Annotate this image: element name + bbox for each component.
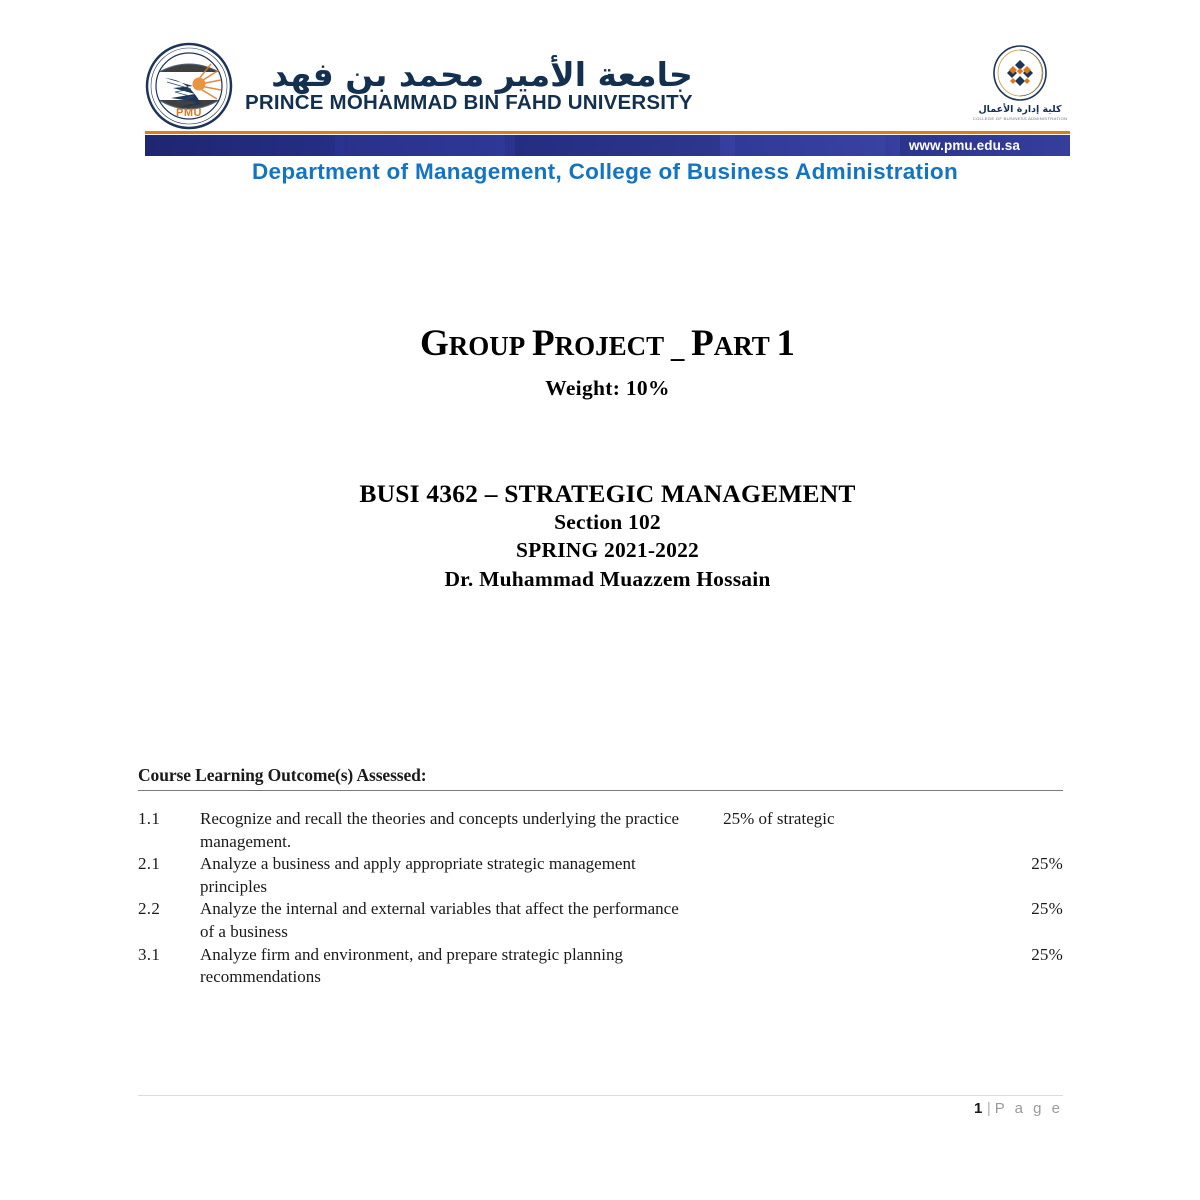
clo-description [200, 853, 1001, 898]
footer-page-number: 1 [973, 1100, 983, 1117]
college-name-arabic: كلية إدارة الأعمال [978, 104, 1062, 115]
university-name-arabic: جامعة الأمير محمد بن فهد [271, 55, 693, 95]
assignment-weight: Weight: 10% [545, 376, 670, 400]
university-logo-block [145, 42, 693, 130]
svg-text:PMU: PMU [176, 107, 202, 119]
clo-weight: 25% [1031, 899, 1063, 919]
clo-row [138, 898, 1063, 943]
course-term: SPRING 2021-2022 [516, 538, 699, 563]
letterhead [145, 42, 1070, 137]
clo-description-line2: recommendations [200, 967, 321, 987]
footer-page-label: P a g e [994, 1100, 1063, 1117]
banner-polygon [720, 135, 900, 156]
clo-description-line1: Recognize and recall the theories and concepts underlying the practice [200, 809, 680, 828]
banner-polygon [335, 135, 515, 156]
course-section: Section 102 [554, 510, 661, 535]
college-logo-block [970, 44, 1070, 132]
clo-description-line2: management. [200, 831, 292, 851]
course-code-and-name: BUSI 4362 – STRATEGIC MANAGEMENT [359, 479, 856, 508]
title-part-number: 1 [776, 323, 796, 364]
page-footer [138, 1100, 1063, 1117]
university-name-english: PRINCE MOHAMMAD BIN FAHD UNIVERSITY [245, 91, 693, 115]
banner-polygon [505, 135, 735, 156]
clo-section-title: Course Learning Outcome(s) Assessed: [138, 765, 427, 785]
clo-description [200, 808, 1001, 853]
clo-inline-weight: 25% of strategic [723, 809, 835, 828]
clo-row [138, 808, 1063, 853]
department-heading: Department of Management, College of Business Administration [251, 159, 958, 184]
title-separator: _ [670, 333, 685, 363]
title-word3-rest: ART [713, 331, 770, 361]
pmu-seal-icon [145, 42, 233, 130]
clo-description [200, 944, 1001, 989]
title-word2-capital: P [531, 323, 555, 364]
banner-polygon [145, 135, 345, 156]
website-url: www.pmu.edu.sa [908, 138, 1020, 153]
header-gold-rule [145, 131, 1070, 134]
clo-description-line2: of a business [200, 922, 288, 942]
header-navy-banner [145, 135, 1070, 156]
clo-description-line1: Analyze a business and apply appropriate strategic management [200, 854, 636, 874]
clo-row [138, 944, 1063, 989]
clo-weight: 25% [1031, 854, 1063, 874]
clo-code: 1.1 [138, 809, 161, 828]
course-info-block [145, 480, 1070, 593]
title-block [145, 325, 1070, 401]
clo-row [138, 853, 1063, 898]
footer-divider [138, 1095, 1063, 1096]
title-word1-capital: G [419, 323, 449, 364]
title-word3-capital: P [691, 323, 714, 364]
clo-section [138, 765, 1063, 989]
clo-code: 3.1 [138, 944, 161, 964]
clo-description [200, 898, 1001, 943]
title-word2-rest: ROJECT [554, 331, 665, 361]
document-title [145, 325, 1070, 362]
clo-description-line1: Analyze the internal and external variables that affect the performance [200, 899, 679, 919]
clo-code: 2.2 [138, 899, 161, 919]
clo-section-divider [138, 790, 1063, 791]
clo-description-line1: Analyze firm and environment, and prepare strategic planning [200, 944, 623, 964]
clo-description-line2: principles [200, 876, 268, 896]
college-name-english: COLLEGE OF BUSINESS ADMINISTRATION [972, 116, 1068, 121]
course-instructor: Dr. Muhammad Muazzem Hossain [444, 566, 771, 591]
title-word1-rest: ROUP [448, 331, 526, 361]
university-wordmark [245, 55, 693, 115]
college-badge-icon [991, 44, 1049, 102]
clo-code: 2.1 [138, 854, 161, 874]
footer-separator: | [986, 1100, 991, 1117]
clo-weight: 25% [1031, 944, 1063, 964]
